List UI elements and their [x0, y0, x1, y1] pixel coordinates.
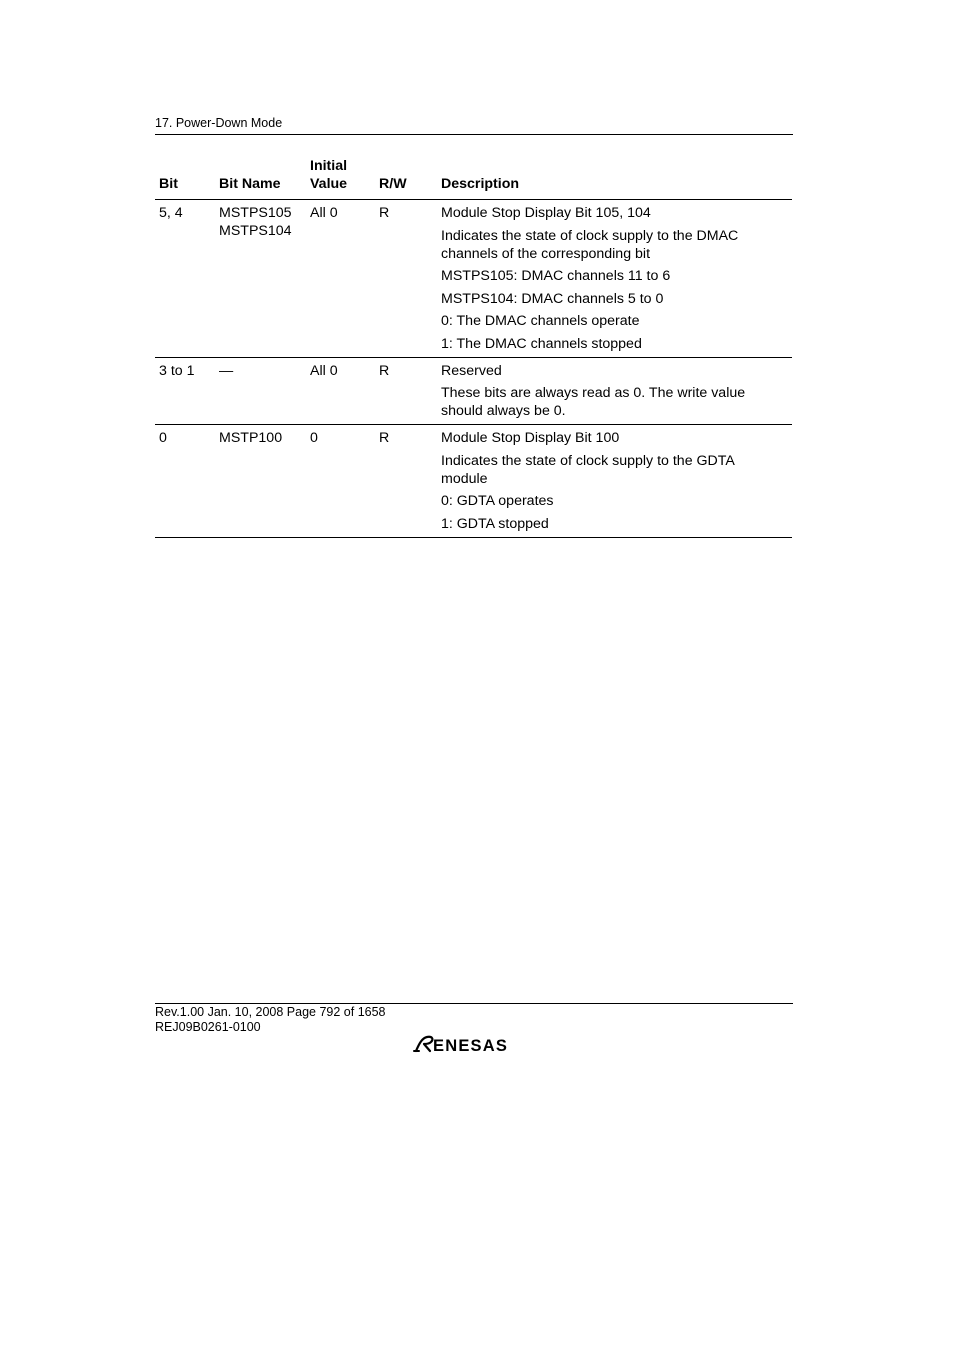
bit-name: —	[219, 362, 234, 379]
bit-name: MSTPS105	[219, 205, 292, 221]
page-footer	[155, 1005, 386, 1035]
description-line: MSTPS105: DMAC channels 11 to 6	[441, 268, 671, 284]
header-divider	[155, 134, 793, 135]
description-line: Indicates the state of clock supply to the DMAC channels of the corresponding bit	[441, 227, 739, 262]
cell-rw: R	[375, 425, 437, 538]
column-header-initial-value	[306, 157, 375, 200]
description-line: Module Stop Display Bit 105, 104	[441, 205, 651, 221]
cell-description	[437, 357, 792, 425]
table-row	[155, 200, 792, 358]
footer-divider	[155, 1003, 793, 1004]
description-line: Reserved	[441, 362, 502, 379]
description-line: MSTPS104: DMAC channels 5 to 0	[441, 290, 664, 307]
table-header-row	[155, 157, 792, 200]
cell-initial-value: All 0	[306, 200, 375, 358]
document-number: REJ09B0261-0100	[155, 1020, 261, 1034]
cell-bit: 5, 4	[155, 200, 215, 358]
cell-bit: 0	[155, 425, 215, 538]
cell-bit-name	[215, 357, 306, 425]
cell-description	[437, 200, 792, 358]
page-header	[155, 115, 793, 131]
description-line: 1: The DMAC channels stopped	[441, 335, 642, 352]
description-line: 1: GDTA stopped	[441, 515, 549, 532]
revision-info: Rev.1.00 Jan. 10, 2008 Page 792 of 1658	[155, 1005, 386, 1019]
column-header-description: Description	[437, 157, 792, 200]
column-header-value: Value	[310, 176, 348, 192]
column-header-bit-name: Bit Name	[215, 157, 306, 200]
bit-name: MSTP100	[219, 430, 283, 446]
description-line: These bits are always read as 0. The write value should always be 0.	[441, 385, 746, 419]
column-header-rw: R/W	[375, 157, 437, 200]
register-bit-table	[155, 157, 792, 538]
table-row	[155, 357, 792, 425]
table-row	[155, 425, 792, 538]
section-title: 17. Power-Down Mode	[155, 116, 283, 130]
cell-initial-value: All 0	[306, 357, 375, 425]
cell-rw: R	[375, 200, 437, 358]
cell-bit-name	[215, 200, 306, 358]
column-header-bit: Bit	[155, 157, 215, 200]
description-line: 0: GDTA operates	[441, 493, 554, 509]
description-line: Module Stop Display Bit 100	[441, 430, 620, 446]
description-line: 0: The DMAC channels operate	[441, 313, 640, 329]
cell-initial-value: 0	[306, 425, 375, 538]
bit-name: MSTPS104	[219, 223, 292, 239]
logo-wordmark: ENESAS	[433, 1037, 509, 1054]
renesas-logo	[413, 1034, 535, 1054]
cell-rw: R	[375, 357, 437, 425]
cell-description	[437, 425, 792, 538]
description-line: Indicates the state of clock supply to the GDTA module	[441, 452, 735, 487]
cell-bit: 3 to 1	[155, 357, 215, 425]
cell-bit-name	[215, 425, 306, 538]
column-header-initial: Initial	[310, 158, 348, 174]
